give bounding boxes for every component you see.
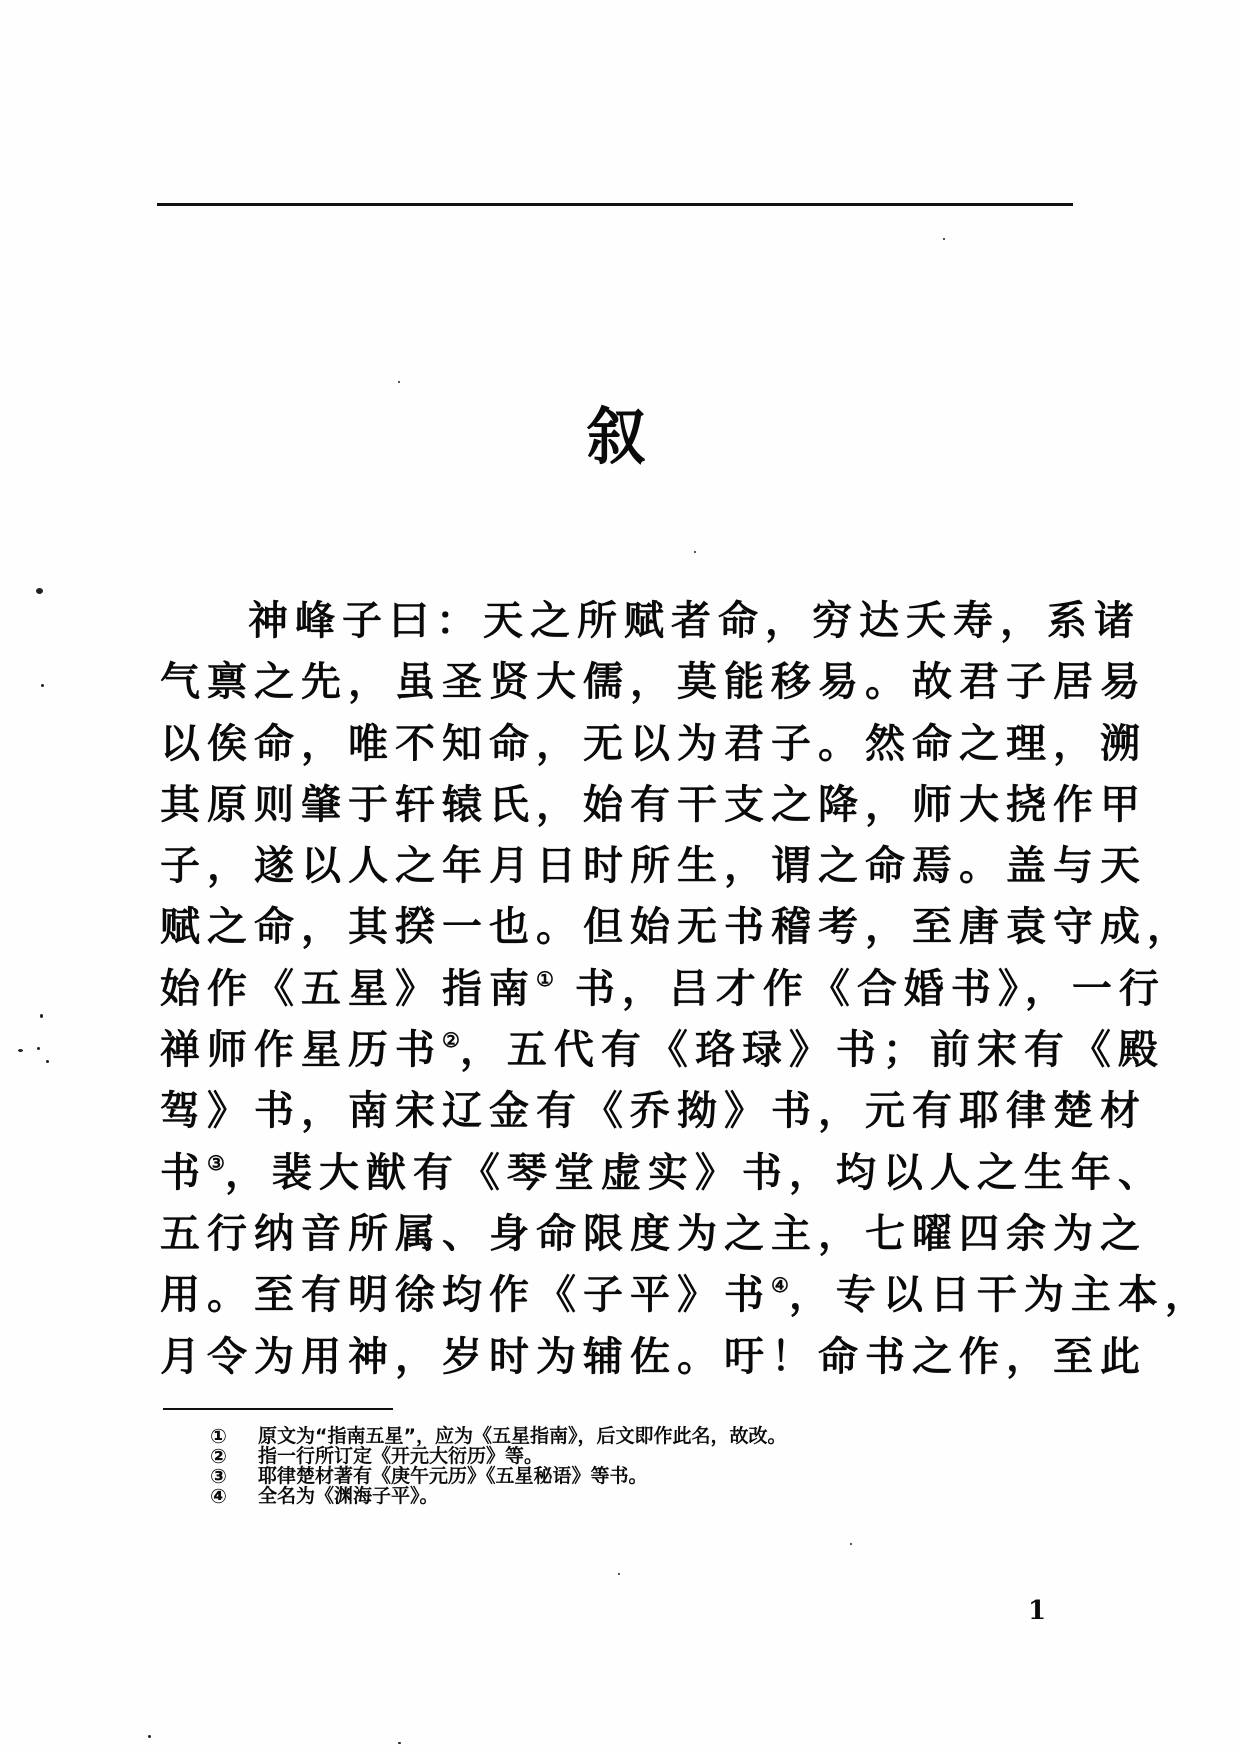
scan-speck <box>943 238 945 240</box>
body-line-segment: ，五代有《珞琭》书；前宋有《殿 <box>459 1026 1165 1074</box>
scan-speck <box>18 1049 23 1052</box>
body-line <box>160 1326 1147 1387</box>
body-text <box>160 590 1212 1387</box>
footnote-mark: ① <box>210 1424 227 1448</box>
body-line <box>160 651 1147 712</box>
body-line-segment: 书，吕才作《合婚书》，一行 <box>553 964 1166 1012</box>
body-line <box>160 713 1147 774</box>
footnote-text: 耶律楚材著有《庚午元历》《五星秘语》等书。 <box>258 1465 648 1487</box>
scan-speck <box>41 684 44 687</box>
footnote-text: 原文为“指南五星”，应为《五星指南》，后文即作此名，故改。 <box>258 1425 787 1447</box>
footnote-text: 全名为《渊海子平》。 <box>258 1485 439 1507</box>
scan-speck <box>398 1742 401 1744</box>
body-line-text <box>160 1019 1165 1080</box>
body-line <box>160 1264 1212 1325</box>
scan-speck <box>36 588 43 594</box>
body-line-segment: ，裴大猷有《琴堂虚实》书，均以人之生年、 <box>224 1148 1165 1196</box>
scan-speck <box>618 1573 620 1575</box>
footnote-item <box>210 1486 1010 1506</box>
footnote-ref-4[interactable]: ④ <box>771 1273 789 1298</box>
scan-speck <box>37 1047 40 1050</box>
footnotes <box>210 1426 1010 1506</box>
body-line-text: 五行纳音所属、身命限度为之主，七曜四余为之 <box>160 1209 1147 1257</box>
footnote-mark: ③ <box>210 1464 227 1488</box>
scan-speck <box>694 551 696 553</box>
body-line-segment: 书 <box>160 1148 207 1196</box>
scan-speck <box>398 381 400 383</box>
body-line-text: 子，遂以人之年月日时所生，谓之命焉。盖与天 <box>160 842 1147 890</box>
body-line-segment: 用。至有明徐均作《子平》书 <box>160 1271 771 1319</box>
footnote-ref-2[interactable]: ② <box>442 1028 460 1053</box>
body-line <box>160 1080 1147 1141</box>
footnote-item <box>210 1446 1010 1466</box>
body-line-text: 驾》书，南宋辽金有《乔拗》书，元有耶律楚材 <box>160 1087 1147 1135</box>
scan-speck <box>148 1735 151 1738</box>
body-line-text: 月令为用神，岁时为辅佐。吁！命书之作，至此 <box>160 1332 1147 1380</box>
body-line <box>160 896 1194 957</box>
body-line-segment: 禅师作星历书 <box>160 1026 442 1074</box>
footnote-ref-3[interactable]: ③ <box>207 1150 225 1175</box>
body-line-text: 赋之命，其揆一也。但始无书稽考，至唐袁守成， <box>160 903 1194 951</box>
body-line-segment: 始作《五星》指南 <box>160 964 536 1012</box>
body-line-text <box>160 958 1166 1019</box>
footnote-item <box>210 1466 1010 1486</box>
body-line <box>160 1203 1147 1264</box>
body-line-text: 以俟命，唯不知命，无以为君子。然命之理，溯 <box>160 719 1147 767</box>
body-line-text: 神峰子曰：天之所赋者命，穷达夭寿，系诸 <box>248 597 1141 644</box>
chapter-title: 叙 <box>586 400 646 473</box>
body-line <box>160 774 1147 835</box>
scan-speck <box>40 1014 43 1018</box>
header-rule <box>157 203 1073 206</box>
footnote-ref-1[interactable]: ① <box>536 966 554 991</box>
body-line <box>160 590 1141 651</box>
footnote-item <box>210 1426 1010 1446</box>
body-line <box>160 1019 1165 1080</box>
body-line-segment: ，专以日干为主本， <box>788 1271 1212 1319</box>
body-line <box>160 835 1147 896</box>
body-line-text: 其原则肇于轩辕氏，始有干支之降，师大挠作甲 <box>160 780 1147 828</box>
scan-speck <box>46 1060 49 1063</box>
body-line <box>160 1142 1165 1203</box>
body-line-text <box>160 1264 1212 1325</box>
footnote-mark: ④ <box>210 1484 227 1508</box>
body-line-text <box>160 1142 1165 1203</box>
footnote-separator <box>163 1408 393 1410</box>
scan-speck <box>850 1543 852 1545</box>
body-line <box>160 958 1166 1019</box>
body-line-text: 气禀之先，虽圣贤大儒，莫能移易。故君子居易 <box>160 658 1147 706</box>
footnote-text: 指一行所订定《开元大衍历》等。 <box>258 1445 544 1467</box>
footnote-mark: ② <box>210 1444 227 1468</box>
page-number: 1 <box>1028 1596 1047 1626</box>
